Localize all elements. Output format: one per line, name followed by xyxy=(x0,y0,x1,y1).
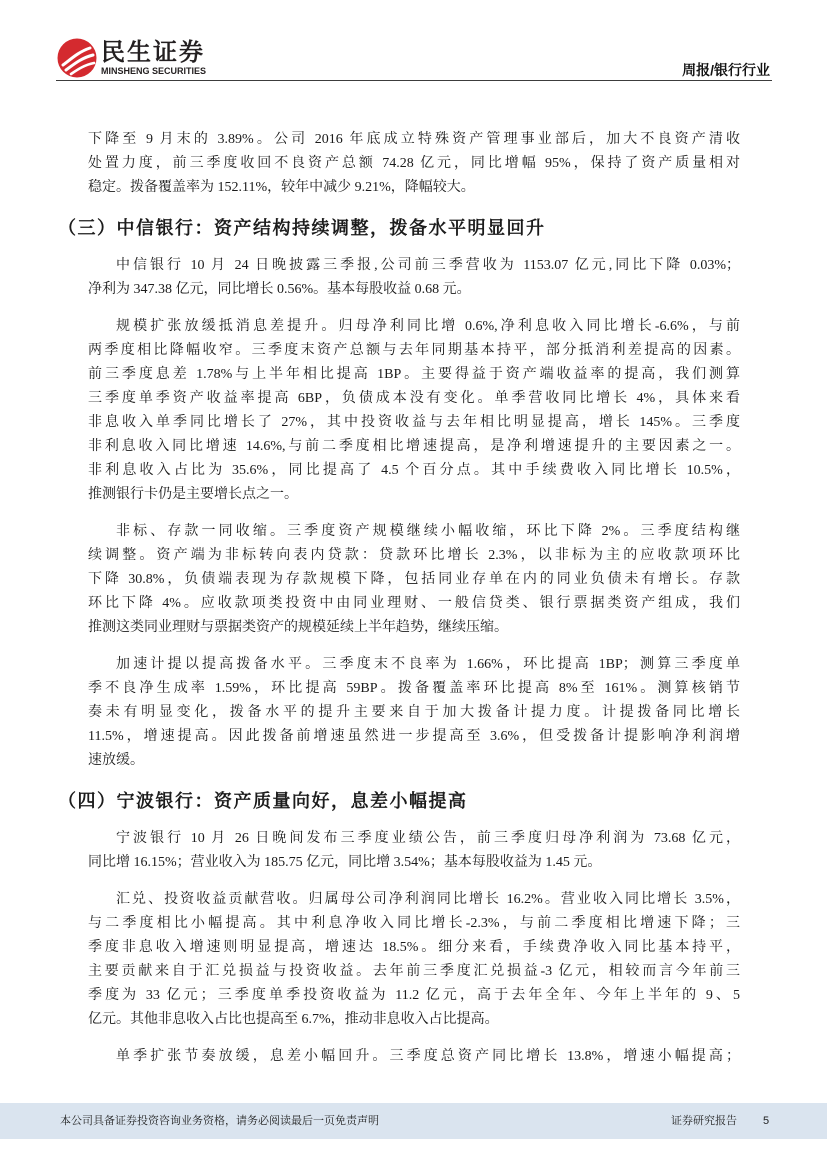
paragraph-line: 非利息收入同比增速 14.6%,与前二季度相比增速提高，是净利增速提升的主要因素之一。 xyxy=(88,439,740,454)
paragraph-line: 速放缓。 xyxy=(88,753,144,768)
paragraph-line: 推测这类同业理财与票据类资产的规模延续上半年趋势，继续压缩。 xyxy=(88,620,508,635)
footer-report-label: 证券研究报告 xyxy=(671,1115,737,1127)
paragraph-line: 下降至 9 月末的 3.89%。公司 2016 年底成立特殊资产管理事业部后，加大不良资产清收 xyxy=(88,132,740,147)
paragraph-line: 同比增 16.15%；营业收入为 185.75 亿元，同比增 3.54%；基本每股收益为 1.45 元。 xyxy=(88,855,602,870)
paragraph-line: 季不良净生成率 1.59%，环比提高 59BP。拨备覆盖率环比提高 8%至 161%。测算核销节 xyxy=(88,681,740,696)
paragraph-line: 主要贡献来自于汇兑损益与投资收益。去年前三季度汇兑损益-3 亿元，相较而言今年前三 xyxy=(88,964,740,979)
paragraph-line: 季度非息收入增速则明显提高，增速达 18.5%。细分来看，手续费净收入同比基本持平， xyxy=(88,940,740,955)
paragraph-citic-provision xyxy=(88,653,740,773)
paragraph-line: 稳定。拨备覆盖率为 152.11%，较年中减少 9.21%，降幅较大。 xyxy=(88,180,475,195)
paragraph-line: 非利息收入占比为 35.6%，同比提高了 4.5 个百分点。其中手续费收入同比增长 10.5%， xyxy=(88,463,740,478)
paragraph-line: 三季度单季资产收益率提高 6BP，负债成本没有变化。单季营收同比增长 4%，具体来看 xyxy=(88,391,740,406)
paragraph-line: 11.5%，增速提高。因此拨备前增速虽然进一步提高至 3.6%，但受拨备计提影响净利润增 xyxy=(88,729,740,744)
paragraph-line: 两季度相比降幅收窄。三季度末资产总额与去年同期基本持平，部分抵消利差提高的因素。 xyxy=(88,343,740,358)
paragraph-line: 前三季度息差 1.78%与上半年相比提高 1BP。主要得益于资产端收益率的提高，我们测算 xyxy=(88,367,740,382)
paragraph-ningbo-expansion xyxy=(88,1045,740,1069)
page-header xyxy=(0,0,827,84)
brand-name-cn: 民生证券 xyxy=(101,39,205,66)
paragraph-line: 宁波银行 10 月 26 日晚间发布三季度业绩公告，前三季度归母净利润为 73.68 亿元， xyxy=(116,831,740,846)
paragraph-line: 推测银行卡仍是主要增长点之一。 xyxy=(88,487,298,502)
paragraph-ningbo-revenue xyxy=(88,888,740,1032)
paragraph-line: 汇兑、投资收益贡献营收。归属母公司净利润同比增长 16.2%。营业收入同比增长 3.5%， xyxy=(116,892,740,907)
minsheng-logo-icon xyxy=(57,38,97,78)
paragraph-line: 季度为 33 亿元；三季度单季投资收益为 11.2 亿元，高于去年全年、今年上半年的 9、5 xyxy=(88,988,740,1003)
page-number: 5 xyxy=(763,1115,770,1127)
paragraph-line: 与二季度相比小幅提高。其中利息净收入同比增长-2.3%，与前二季度相比增速下降；三 xyxy=(88,916,740,931)
paragraph-citic-structure xyxy=(88,520,740,640)
paragraph-line: 奏未有明显变化，拨备水平的提升主要来自于加大拨备计提力度。计提拨备同比增长 xyxy=(88,705,740,720)
section-heading-citic: （三）中信银行：资产结构持续调整，拨备水平明显回升 xyxy=(58,218,546,238)
paragraph-line: 中信银行 10 月 24 日晚披露三季报,公司前三季营收为 1153.07 亿元,同比下降 0.03%； xyxy=(116,258,740,273)
paragraph-line: 亿元。其他非息收入占比也提高至 6.7%，推动非息收入占比提高。 xyxy=(88,1012,499,1027)
article-body xyxy=(58,128,740,1082)
paragraph-citic-margin xyxy=(88,315,740,507)
paragraph-ningbo-results xyxy=(88,827,740,875)
report-type-label: 周报/银行行业 xyxy=(682,62,770,78)
paragraph-line: 规模扩张放缓抵消息差提升。归母净利同比增 0.6%,净利息收入同比增长-6.6%，与前 xyxy=(116,319,740,334)
header-divider xyxy=(56,80,772,81)
page-footer xyxy=(0,1103,827,1139)
paragraph-line: 单季扩张节奏放缓，息差小幅回升。三季度总资产同比增长 13.8%，增速小幅提高； xyxy=(116,1049,740,1064)
paragraph-line: 非息收入单季同比增长了 27%，其中投资收益与去年相比明显提高，增长 145%。三季度 xyxy=(88,415,740,430)
brand-name-en: MINSHENG SECURITIES xyxy=(101,66,207,76)
paragraph-line: 环比下降 4%。应收款项类投资中由同业理财、一般信贷类、银行票据类资产组成，我们 xyxy=(88,596,740,611)
paragraph-citic-results xyxy=(88,254,740,302)
footer-disclaimer: 本公司具备证券投资咨询业务资格，请务必阅读最后一页免责声明 xyxy=(60,1115,379,1127)
paragraph-line: 处置力度，前三季度收回不良资产总额 74.28 亿元，同比增幅 95%，保持了资产质量相对 xyxy=(88,156,740,171)
paragraph-line: 下降 30.8%，负债端表现为存款规模下降，包括同业存单在内的同业负债未有增长。存款 xyxy=(88,572,740,587)
paragraph-line: 加速计提以提高拨备水平。三季度末不良率为 1.66%，环比提高 1BP；测算三季度单 xyxy=(116,657,740,672)
paragraph-line: 净利为 347.38 亿元，同比增长 0.56%。基本每股收益 0.68 元。 xyxy=(88,282,471,297)
section-heading-ningbo: （四）宁波银行：资产质量向好，息差小幅提高 xyxy=(58,791,468,811)
paragraph-line: 续调整。资产端为非标转向表内贷款：贷款环比增长 2.3%，以非标为主的应收款项环比 xyxy=(88,548,740,563)
paragraph-carryover xyxy=(88,128,740,200)
paragraph-line: 非标、存款一同收缩。三季度资产规模继续小幅收缩，环比下降 2%。三季度结构继 xyxy=(116,524,740,539)
